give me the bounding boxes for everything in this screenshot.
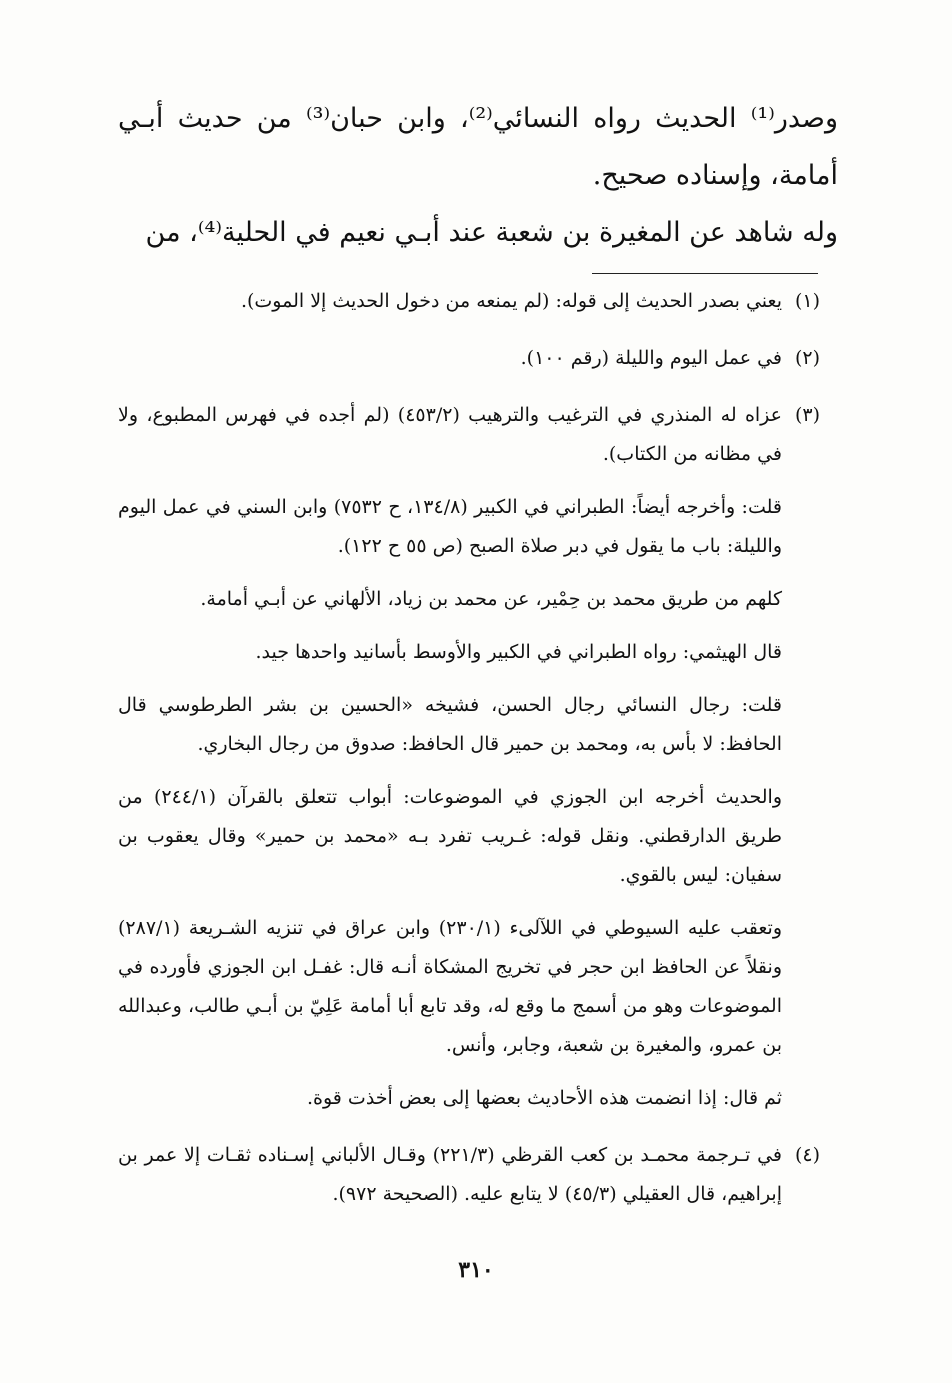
- footnotes: [118, 282, 820, 1232]
- footnote-text: عزاه له المنذري في الترغيب والترهيب (٤٥٣/٢) (لم أجده في فهرس المطبوع، ولا في مظانه من الكتاب).: [118, 404, 782, 465]
- footnote-number: (٢): [794, 347, 820, 369]
- page-number: ٣١٠: [458, 1257, 494, 1283]
- footnote-1: [118, 282, 820, 321]
- footnote-text: قلت: رجال النسائي رجال الحسن، فشيخه «الحسين بن بشر الطرطوسي قال الحافظ: لا بأس به، ومحمد بن حمير قال الحافظ: صدوق من رجال البخاري.: [118, 694, 782, 755]
- main-paragraph-2: وله شاهد عن المغيرة بن شعبة عند أبـي نعيم في الحلية⁽⁴⁾، من: [145, 217, 838, 248]
- footnote-2: [118, 339, 820, 378]
- footnote-number: (٣): [794, 404, 820, 426]
- main-text: [118, 90, 838, 261]
- footnote-separator: [592, 273, 818, 274]
- footnote-4: [118, 1136, 820, 1214]
- footnote-number: (٤): [794, 1144, 820, 1166]
- footnote-text: كلهم من طريق محمد بن حِمْير، عن محمد بن زياد، الألهاني عن أبـي أمامة.: [200, 588, 782, 610]
- footnote-3: [118, 396, 820, 1118]
- main-paragraph-1: وصدر⁽¹⁾ الحديث رواه النسائي⁽²⁾، وابن حبان⁽³⁾ من حديث أبـي أمامة، وإسناده صحيح.: [118, 103, 838, 191]
- footnote-text: وتعقب عليه السيوطي في اللآلىء (٢٣٠/١) وابن عراق في تنزيه الشـريعة (٢٨٧/١) ونقلاً عن الحافظ ابن حجر في تخريج المشكاة أنـه قال: غفـل ابن الجوزي فأورده في الموضوعات وهو من أسمج ما وقع له، وقد تابع أبا أمامة عَلِيّ بن أبـي طالب، وعبدالله بن عمرو، والمغيرة بن شعبة، وجابر، وأنس.: [118, 917, 782, 1056]
- footnote-text: في عمل اليوم والليلة (رقم ١٠٠).: [520, 347, 782, 369]
- footnote-number: (١): [794, 290, 820, 312]
- footnote-text: قلت: وأخرجه أيضاً: الطبراني في الكبير (١٣٤/٨، ح ٧٥٣٢) وابن السني في عمل اليوم والليلة: باب ما يقول في دبر صلاة الصبح (ص ٥٥ ح ١٢٢).: [118, 496, 782, 557]
- footnote-text: والحديث أخرجه ابن الجوزي في الموضوعات: أبواب تتعلق بالقرآن (٢٤٤/١) من طريق الدارقطني. ونقل قوله: غـريب تفرد بـه «محمد بن حمير» وقال يعقوب بن سفيان: ليس بالقوي.: [118, 786, 782, 886]
- footnote-text: ثم قال: إذا انضمت هذه الأحاديث بعضها إلى بعض أخذت قوة.: [307, 1087, 782, 1109]
- footnote-text: في تـرجمة محمـد بن كعب القرظي (٢٢١/٣) وقـال الألباني إسـناده ثقـات إلا عمر بن إبراهيم، قال العقيلي (٤٥/٣) لا يتابع عليه. (الصحيحة ٩٧٢).: [118, 1144, 782, 1205]
- footnote-text: قال الهيثمي: رواه الطبراني في الكبير والأوسط بأسانيد واحدها جيد.: [255, 641, 782, 663]
- footnote-text: يعني بصدر الحديث إلى قوله: (لم يمنعه من دخول الحديث إلا الموت).: [240, 290, 782, 312]
